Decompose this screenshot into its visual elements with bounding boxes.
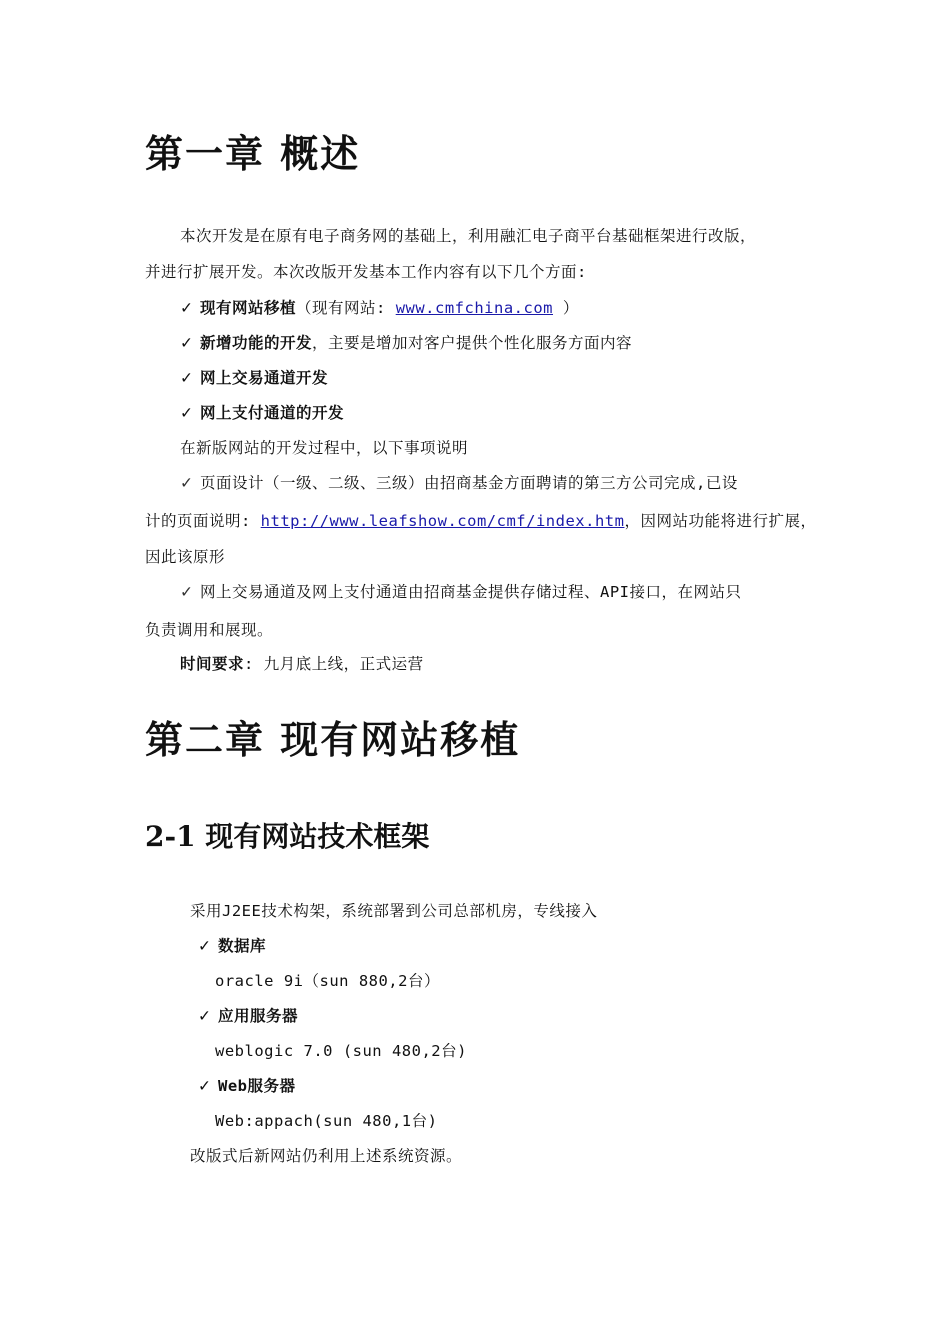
check-icon: ✓ [180, 404, 194, 422]
check-icon: ✓ [180, 474, 194, 492]
note-2-text: 网上交易通道及网上支付通道由招商基金提供存储过程、API接口，在网站只 [200, 583, 742, 601]
chapter-1-title: 第一章 概述 [145, 131, 361, 176]
list-item-new-features [180, 332, 632, 354]
app-server-value: weblogic 7.0 (sun 480,2台) [215, 1042, 467, 1060]
note-2-line-1 [180, 581, 742, 603]
time-label: 时间要求 [180, 655, 245, 673]
item-prefix: （现有网站: [296, 299, 396, 317]
time-value: : 九月底上线，正式运营 [244, 655, 424, 673]
item-suffix: ） [553, 299, 579, 317]
item-bold-label: 新增功能的开发 [200, 334, 313, 352]
leafshow-link[interactable]: http://www.leafshow.com/cmf/index.htm [260, 512, 625, 530]
database-heading [198, 935, 266, 957]
item-bold-label: 网上支付通道的开发 [200, 404, 345, 422]
item-bold-label: 现有网站移植 [200, 299, 297, 317]
check-icon: ✓ [198, 1077, 212, 1095]
chapter-2-title: 第二章 现有网站移植 [145, 717, 521, 762]
section-2-1-title: 2-1 现有网站技术框架 [145, 820, 430, 853]
note-1-suffix: ，因网站功能将进行扩展， [624, 512, 817, 530]
time-requirement [180, 653, 424, 675]
intro-line-1: 本次开发是在原有电子商务网的基础上，利用融汇电子商平台基础框架进行改版， [180, 227, 757, 245]
list-item-payment-channel [180, 402, 344, 424]
note-1-line-2 [145, 510, 816, 532]
check-icon: ✓ [180, 583, 194, 601]
note-1-prefix: 计的页面说明: [145, 512, 261, 530]
item-bold-label: 网上交易通道开发 [200, 369, 329, 387]
architecture-line: 采用J2EE技术构架，系统部署到公司总部机房，专线接入 [190, 902, 598, 920]
item-rest: ，主要是增加对客户提供个性化服务方面内容 [312, 334, 633, 352]
check-icon: ✓ [198, 937, 212, 955]
intro-line-2: 并进行扩展开发。本次改版开发基本工作内容有以下几个方面: [145, 263, 587, 281]
database-label: 数据库 [218, 937, 267, 955]
app-server-heading [198, 1005, 298, 1027]
note-1-text: 页面设计（一级、二级、三级）由招商基金方面聘请的第三方公司完成,已设 [200, 474, 738, 492]
closing-line: 改版式后新网站仍利用上述系统资源。 [190, 1147, 463, 1165]
check-icon: ✓ [180, 334, 194, 352]
web-server-heading [198, 1075, 296, 1097]
check-icon: ✓ [198, 1007, 212, 1025]
note-2-line-2: 负责调用和展现。 [145, 621, 274, 639]
note-1-line-1 [180, 472, 738, 494]
note-1-line-3: 因此该原形 [145, 548, 226, 566]
check-icon: ✓ [180, 369, 194, 387]
web-server-value: Web:appach(sun 480,1台) [215, 1112, 438, 1130]
list-item-trading-channel [180, 367, 328, 389]
process-note: 在新版网站的开发过程中，以下事项说明 [180, 439, 469, 457]
app-server-label: 应用服务器 [218, 1007, 299, 1025]
database-value: oracle 9i（sun 880,2台） [215, 972, 440, 990]
web-server-label: Web服务器 [218, 1077, 296, 1095]
cmfchina-link[interactable]: www.cmfchina.com [395, 299, 553, 317]
list-item-site-migration [180, 297, 579, 319]
check-icon: ✓ [180, 299, 194, 317]
